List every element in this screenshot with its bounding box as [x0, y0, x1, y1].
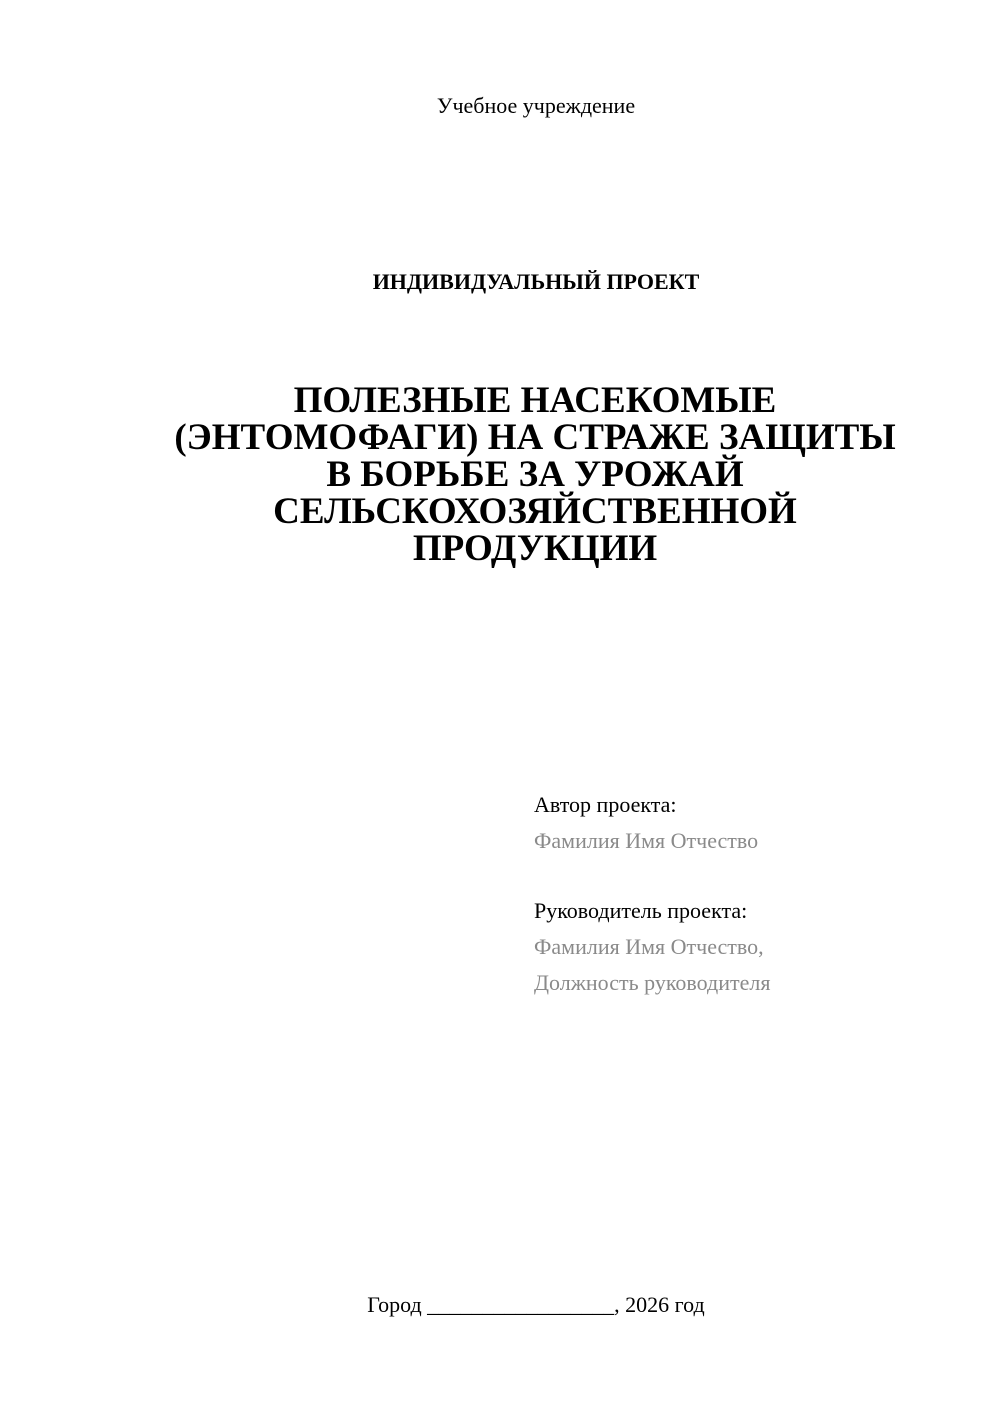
project-title-line-1: ПОЛЕЗНЫЕ НАСЕКОМЫЕ: [293, 380, 777, 421]
project-title-line-3: В БОРЬБЕ ЗА УРОЖАЙ: [326, 454, 744, 495]
authors-spacer: [534, 859, 974, 893]
author-label: Автор проекта:: [534, 792, 677, 817]
city-year-line: Город _________________, 2026 год: [367, 1292, 705, 1317]
author-name-placeholder: Фамилия Имя Отчество: [534, 828, 759, 853]
document-type-heading: ИНДИВИДУАЛЬНЫЙ ПРОЕКТ: [372, 269, 700, 294]
authors-block: [534, 787, 974, 1001]
supervisor-name-placeholder: Фамилия Имя Отчество,: [534, 934, 764, 959]
project-title-line-2: (ЭНТОМОФАГИ) НА СТРАЖЕ ЗАЩИТЫ: [174, 417, 896, 458]
institution-name: Учебное учреждение: [436, 93, 636, 118]
supervisor-position-placeholder: Должность руководителя: [534, 970, 771, 995]
project-title: [130, 382, 940, 567]
project-title-line-4: СЕЛЬСКОХОЗЯЙСТВЕННОЙ: [273, 491, 797, 532]
supervisor-label: Руководитель проекта:: [534, 898, 748, 923]
project-title-line-5: ПРОДУКЦИИ: [412, 528, 658, 569]
